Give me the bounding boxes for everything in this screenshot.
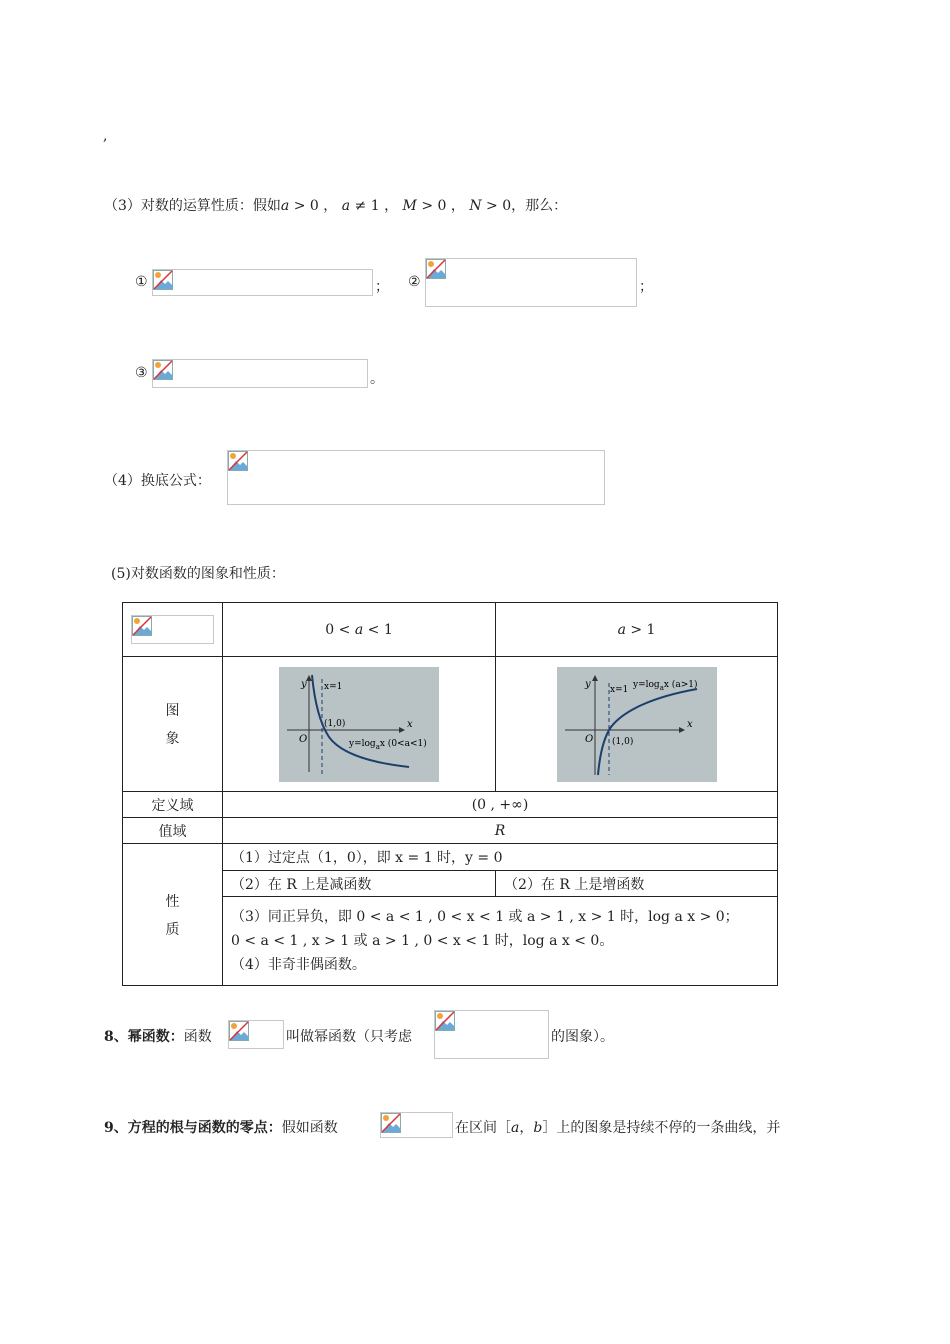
image-placeholder-icon bbox=[132, 616, 152, 636]
var-a: a bbox=[511, 1120, 520, 1136]
header-a-less-than-one bbox=[223, 603, 496, 657]
header-text: > 1 bbox=[625, 621, 656, 638]
change-of-base-formula-image bbox=[227, 450, 605, 505]
log-function-table bbox=[122, 602, 778, 986]
header-text: 0 < bbox=[325, 621, 355, 638]
item-5-text: (5)对数函数的图象和性质： bbox=[111, 566, 285, 582]
x-axis-arrow bbox=[399, 727, 405, 733]
marker-2: ② bbox=[408, 274, 421, 290]
item-4-text: （4）换底公式： bbox=[104, 473, 211, 489]
property-parity: （4）非奇非偶函数。 bbox=[231, 957, 366, 973]
image-placeholder-icon bbox=[435, 1011, 455, 1031]
item-9-rest bbox=[455, 1117, 780, 1137]
function-image bbox=[380, 1112, 453, 1138]
item-3-text: （3）对数的运算性质：假如 bbox=[104, 198, 281, 214]
label-char: 图 bbox=[165, 703, 180, 719]
item-8-text-3: 的图象）。 bbox=[551, 1029, 614, 1045]
var-n: N bbox=[469, 198, 482, 214]
curve-label-sub: a bbox=[375, 742, 380, 751]
var-a: a bbox=[280, 198, 290, 214]
cond-text: ≠ 1 ， bbox=[350, 198, 399, 214]
item-9-text: 在区间［ bbox=[455, 1120, 511, 1136]
cond-text: > 0 ， bbox=[416, 198, 465, 214]
point-label: (1,0) bbox=[611, 736, 633, 747]
label-char: 质 bbox=[165, 921, 180, 938]
item-3-line bbox=[104, 195, 567, 215]
var-a: a bbox=[617, 621, 626, 638]
power-condition-image bbox=[434, 1010, 549, 1059]
range-value: R bbox=[223, 818, 778, 844]
property-label bbox=[123, 844, 223, 986]
curve-label bbox=[348, 738, 427, 751]
cond-text: > 0 ， bbox=[289, 198, 338, 214]
item-9-head bbox=[104, 1117, 338, 1137]
formula-image-1 bbox=[152, 269, 373, 296]
curve-label-main: y=log bbox=[349, 738, 376, 749]
image-placeholder-icon bbox=[153, 360, 173, 380]
curve-label-sub: a bbox=[659, 683, 664, 692]
header-text: < 1 bbox=[363, 621, 393, 638]
var-a: a bbox=[354, 621, 364, 638]
item-8-text-2: 叫做幂函数（只考虑 bbox=[286, 1029, 412, 1045]
y-axis-arrow bbox=[592, 675, 598, 681]
x-label: x bbox=[686, 718, 693, 730]
image-placeholder-icon bbox=[153, 270, 173, 290]
origin-label: O bbox=[299, 733, 308, 745]
marker-3: ③ bbox=[135, 365, 148, 381]
log-graph-decreasing bbox=[279, 667, 439, 782]
point-label: (1,0) bbox=[324, 718, 346, 729]
property-sign-and-parity bbox=[223, 897, 778, 986]
image-placeholder-icon bbox=[426, 259, 446, 279]
log-curve bbox=[598, 689, 697, 775]
formula-image-3 bbox=[152, 359, 368, 388]
item-9-text: 假如函数 bbox=[281, 1120, 338, 1136]
power-function-image bbox=[228, 1020, 284, 1049]
item-9-heading: 9、方程的根与函数的零点： bbox=[104, 1120, 282, 1136]
property-decreasing: （2）在 R 上是减函数 bbox=[223, 871, 496, 897]
item-9-text: ］上的图象是持续不停的一条曲线，并 bbox=[542, 1120, 781, 1136]
log-graph-increasing bbox=[557, 667, 717, 782]
origin-label: O bbox=[584, 733, 593, 745]
cond-text: > 0，那么： bbox=[481, 198, 568, 214]
property-sign-line-2: 0 < a < 1 , x > 1 或 a > 1 , 0 < x < 1 时，log a x < 0。 bbox=[231, 933, 614, 949]
stray-comma: , bbox=[103, 128, 108, 144]
property-increasing: （2）在 R 上是增函数 bbox=[496, 871, 778, 897]
curve-label-tail: x (0<a<1) bbox=[379, 738, 427, 749]
curve-label-main: y=log bbox=[632, 679, 660, 690]
separator: ； bbox=[375, 279, 389, 295]
graph-row-label bbox=[123, 657, 223, 792]
curve-label-tail: x (a>1) bbox=[663, 679, 697, 690]
separator: ； bbox=[639, 279, 653, 295]
x-axis-arrow bbox=[679, 727, 685, 733]
property-sign-line-1: （3）同正异负，即 0 < a < 1 , 0 < x < 1 或 a > 1 , x > 1 时，log a x > 0； bbox=[231, 909, 739, 925]
comma: ， bbox=[519, 1120, 534, 1136]
graph-cell-decreasing bbox=[223, 657, 496, 792]
formula-image-2 bbox=[425, 258, 637, 307]
asymptote-label: x=1 bbox=[324, 681, 343, 692]
graph-cell-increasing bbox=[496, 657, 778, 792]
image-placeholder-icon bbox=[229, 1021, 249, 1041]
period: 。 bbox=[370, 371, 384, 387]
x-label: x bbox=[407, 718, 413, 730]
domain-value: (0 , +∞) bbox=[223, 792, 778, 818]
item-8-text: 函数 bbox=[183, 1029, 212, 1045]
label-char: 性 bbox=[165, 893, 180, 910]
marker-1: ① bbox=[135, 274, 148, 290]
var-b: b bbox=[533, 1120, 543, 1136]
var-a: a bbox=[341, 198, 351, 214]
domain-label: 定义域 bbox=[123, 792, 223, 818]
range-label: 值域 bbox=[123, 818, 223, 844]
image-placeholder-icon bbox=[228, 451, 248, 471]
header-formula-image bbox=[131, 615, 214, 644]
header-image-cell bbox=[123, 603, 223, 657]
y-label: y bbox=[301, 678, 307, 690]
label-char: 象 bbox=[165, 731, 180, 747]
image-placeholder-icon bbox=[381, 1113, 401, 1133]
item-8-head bbox=[104, 1026, 212, 1046]
y-label: y bbox=[584, 678, 591, 690]
property-fixed-point: （1）过定点（1，0），即 x = 1 时，y = 0 bbox=[223, 844, 778, 871]
item-8-heading: 8、幂函数： bbox=[104, 1029, 184, 1045]
var-m: M bbox=[402, 198, 417, 214]
header-a-greater-than-one bbox=[496, 603, 778, 657]
asymptote-label: x=1 bbox=[609, 684, 628, 695]
